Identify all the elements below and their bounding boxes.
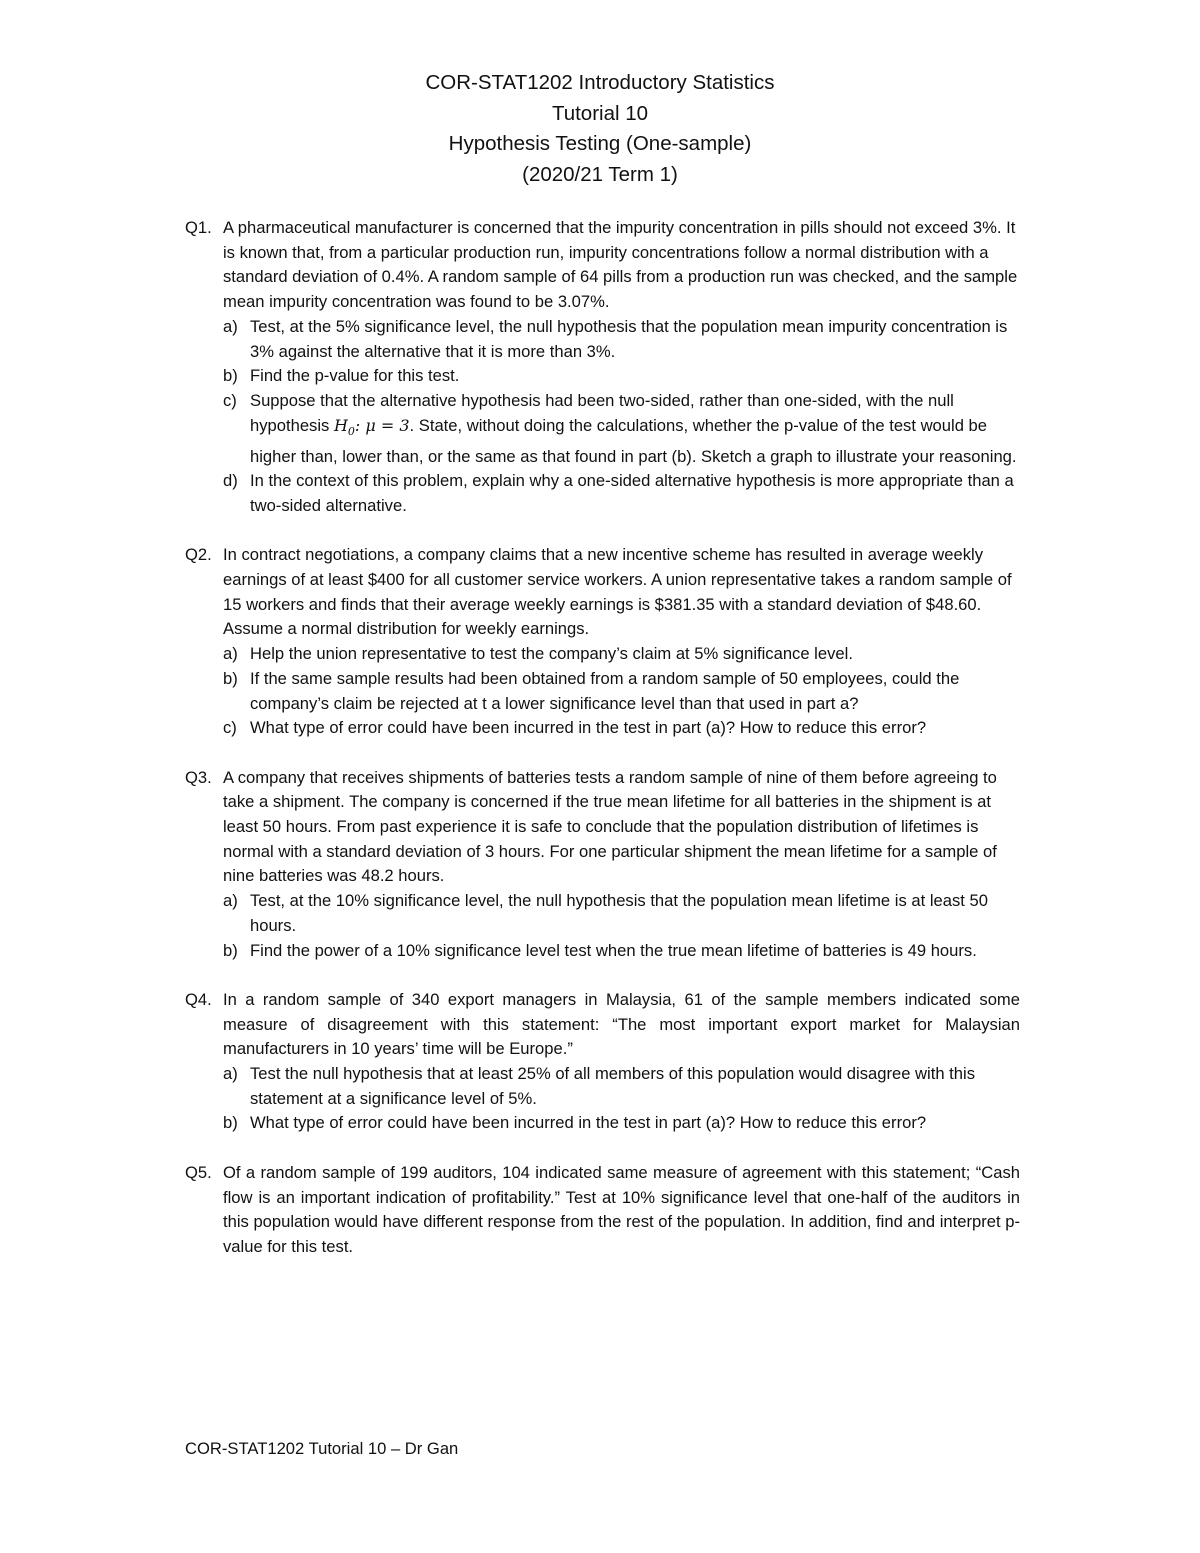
part-text: What type of error could have been incurred in the test in part (a)? How to reduce this error?	[250, 718, 927, 738]
question-part-a	[223, 1062, 1020, 1111]
question-text: A pharmaceutical manufacturer is concerned that the impurity concentration in pills should not exceed 3%. It is known that, from a particular production run, impurity concentrations follow a normal distribution with a standard deviation of 0.4%. A random sample of 64 pills from a production run was checked, and the sample mean impurity concentration was found to be 3.07%.	[223, 218, 1018, 312]
formula-h: H	[333, 415, 348, 435]
formula-subscript: 0	[347, 424, 355, 438]
document-header	[0, 68, 1200, 190]
part-label: d)	[223, 471, 238, 491]
question-2	[185, 543, 1020, 741]
part-text: Test, at the 10% significance level, the null hypothesis that the population mean lifetime is at least 50 hours.	[250, 891, 988, 935]
question-parts	[223, 315, 1020, 519]
term-title: (2020/21 Term 1)	[522, 162, 678, 186]
tutorial-title: Tutorial 10	[551, 101, 649, 125]
question-5	[185, 1161, 1020, 1260]
part-text: If the same sample results had been obtained from a random sample of 50 employees, could the company’s claim be rejected at t a lower significance level than that used in part a?	[250, 668, 960, 713]
part-label: b)	[223, 366, 238, 386]
question-text: Of a random sample of 199 auditors, 104 indicated same measure of agreement with this statement; “Cash flow is an important indication of profitability.” Test at 10% significance level that one-half of the auditors in this population would have different response from the rest of the population. In addition, find and interpret p-value for this test.	[223, 1162, 1020, 1256]
part-text-before: Suppose that the alternative hypothesis had been two-sided, rather than one-sided, with the null hypothesis	[250, 390, 954, 435]
part-text: Find the power of a 10% significance level test when the true mean lifetime of batteries is 49 hours.	[250, 940, 977, 960]
question-number: Q5.	[185, 1162, 212, 1182]
question-parts	[223, 642, 1020, 741]
part-text-after: . State, without doing the calculations, whether the p-value of the test would be higher than, lower than, or the same as that found in part (b). Sketch a graph to illustrate your reasoning.	[250, 415, 1017, 466]
question-part-b	[223, 1111, 1020, 1136]
part-label: b)	[223, 940, 238, 960]
formula-rest: : μ = 3	[354, 415, 410, 435]
part-text: Find the p-value for this test.	[250, 366, 460, 386]
part-text: Help the union representative to test the company’s claim at 5% significance level.	[250, 644, 853, 664]
part-text: What type of error could have been incurred in the test in part (a)? How to reduce this error?	[250, 1113, 927, 1133]
part-text: Test the null hypothesis that at least 25% of all members of this population would disagree with this statement at a significance level of 5%.	[250, 1064, 975, 1108]
question-part-c	[223, 716, 1020, 741]
question-parts	[223, 889, 1020, 963]
part-label: a)	[223, 1064, 238, 1084]
question-part-a	[223, 889, 1020, 938]
question-part-b	[223, 667, 1020, 716]
question-1	[185, 216, 1020, 519]
question-parts	[223, 1062, 1020, 1136]
question-number: Q3.	[185, 767, 212, 787]
part-label: b)	[223, 1113, 238, 1133]
question-part-b	[223, 364, 1020, 389]
question-text: A company that receives shipments of batteries tests a random sample of nine of them before agreeing to take a shipment. The company is concerned if the true mean lifetime for all batteries in the shipment is at least 50 hours. From past experience it is safe to conclude that the population distribution of lifetimes is normal with a standard deviation of 3 hours. For one particular shipment the mean lifetime for a sample of nine batteries was 48.2 hours.	[223, 767, 997, 886]
part-label: a)	[223, 316, 238, 336]
topic-title: Hypothesis Testing (One-sample)	[448, 132, 752, 155]
part-label: a)	[223, 644, 238, 664]
question-number: Q4.	[185, 989, 212, 1009]
question-text: In a random sample of 340 export managers in Malaysia, 61 of the sample members indicated some measure of disagreement with this statement: “The most important export market for Malaysian manufacturers in 10 years’ time will be Europe.”	[223, 989, 1020, 1059]
part-text: In the context of this problem, explain why a one-sided alternative hypothesis is more appropriate than a two-sided alternative.	[250, 471, 1014, 515]
part-label: c)	[223, 718, 237, 738]
question-3	[185, 766, 1020, 964]
part-label: c)	[223, 390, 237, 410]
question-number: Q1.	[185, 218, 212, 237]
question-number: Q2.	[185, 545, 212, 565]
part-label: a)	[223, 891, 238, 911]
page-footer: COR-STAT1202 Tutorial 10 – Dr Gan	[185, 1439, 459, 1458]
question-4	[185, 988, 1020, 1136]
question-text: In contract negotiations, a company claims that a new incentive scheme has resulted in average weekly earnings of at least $400 for all customer service workers. A union representative takes a random sample of 15 workers and finds that their average weekly earnings is $381.35 with a standard deviation of $48.60. Assume a normal distribution for weekly earnings.	[223, 545, 1012, 639]
part-label: b)	[223, 668, 238, 688]
question-part-d	[223, 469, 1020, 518]
part-text: Test, at the 5% significance level, the null hypothesis that the population mean impurity concentration is 3% against the alternative that it is more than 3%.	[250, 316, 1008, 361]
question-part-a	[223, 642, 1020, 667]
null-hypothesis-formula	[333, 415, 410, 438]
question-part-a	[223, 315, 1020, 364]
question-list	[185, 216, 1020, 1284]
question-part-b	[223, 939, 1020, 964]
question-part-c	[223, 389, 1020, 469]
course-title: COR-STAT1202 Introductory Statistics	[425, 71, 775, 94]
